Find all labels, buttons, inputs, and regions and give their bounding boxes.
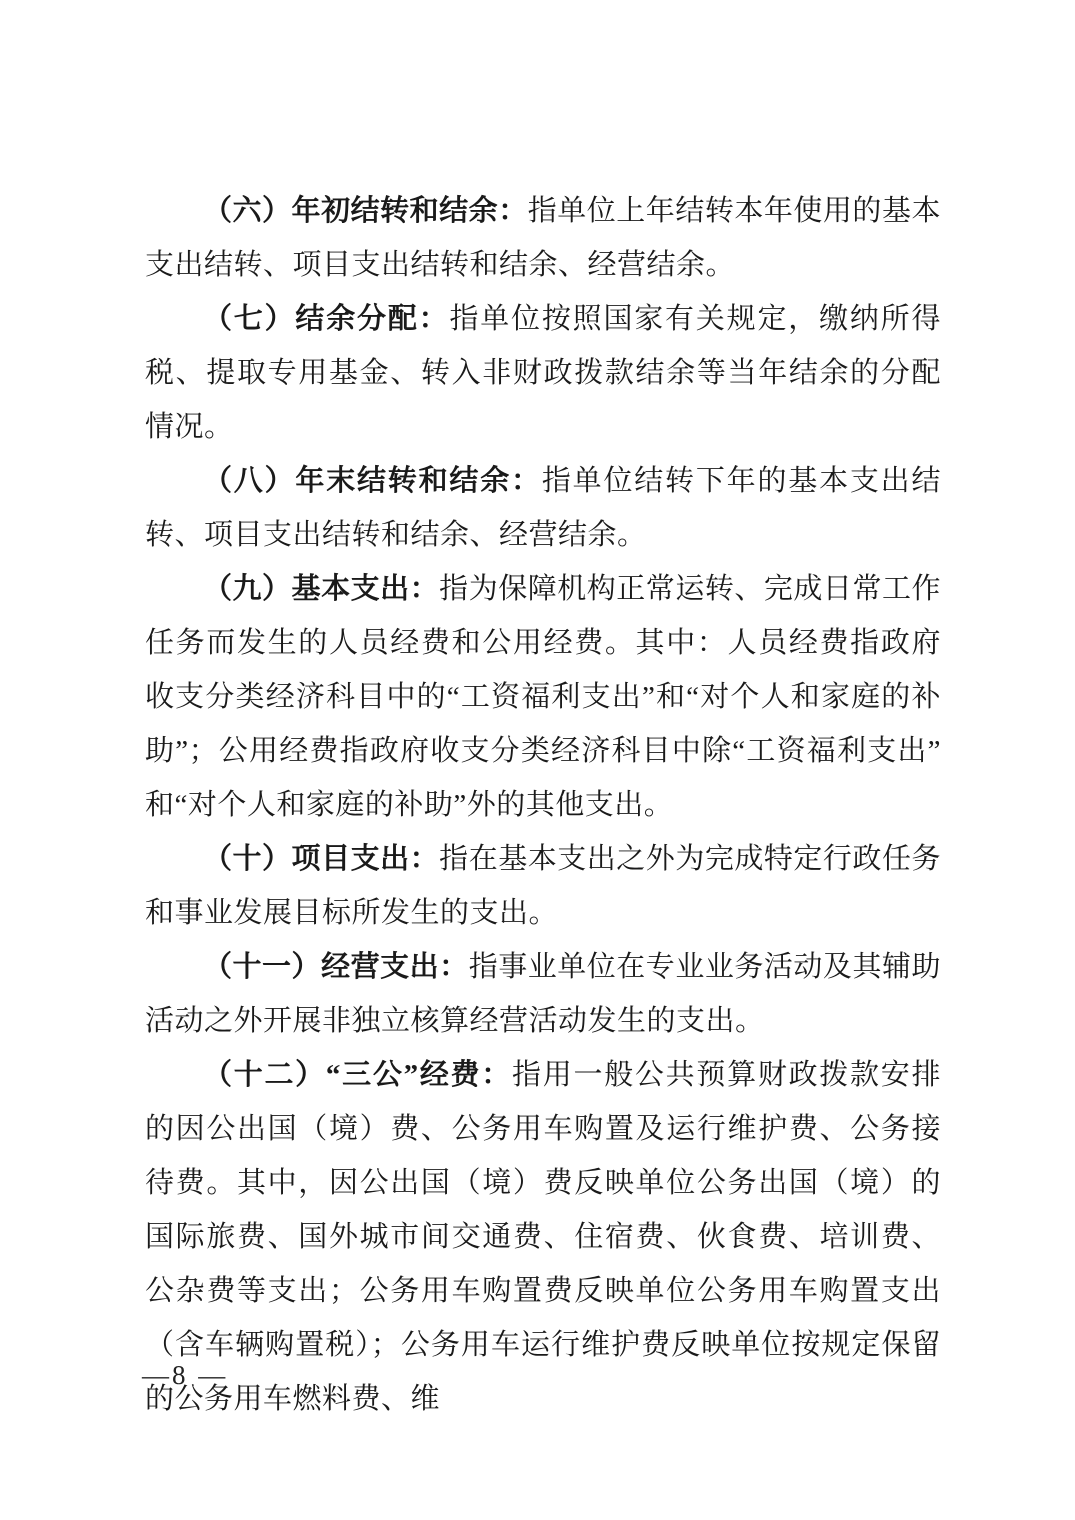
paragraph-item-6 — [145, 184, 941, 292]
paragraph-body: 指用一般公共预算财政拨款安排的因公出国（境）费、公务用车购置及运行维护费、公务接待费。其中，因公出国（境）费反映单位公务出国（境）的国际旅费、国外城市间交通费、住宿费、伙食费、培训费、公杂费等支出；公务用车购置费反映单位公务用车购置支出（含车辆购置税）；公务用车运行维护费反映单位按规定保留的公务用车燃料费、维 — [145, 1059, 941, 1415]
paragraph-body: 指为保障机构正常运转、完成日常工作任务而发生的人员经费和公用经费。其中：人员经费指政府收支分类经济科目中的“工资福利支出”和“对个人和家庭的补助”；公用经费指政府收支分类经济科目中除“工资福利支出”和“对个人和家庭的补助”外的其他支出。 — [145, 573, 941, 821]
paragraph-body: 指单位结转下年的基本支出结转、项目支出结转和结余、经营结余。 — [145, 465, 941, 551]
paragraph-heading: （十二）“三公”经费： — [203, 1059, 513, 1091]
paragraph-heading: （十一）经营支出： — [203, 951, 469, 983]
paragraph-item-12 — [145, 1048, 941, 1426]
paragraph-body: 指单位上年结转本年使用的基本支出结转、项目支出结转和结余、经营结余。 — [145, 195, 941, 281]
page-number: —8 — — [142, 1360, 229, 1390]
paragraph-item-10 — [145, 832, 941, 940]
document-content — [145, 184, 941, 1426]
paragraph-body: 指事业单位在专业业务活动及其辅助活动之外开展非独立核算经营活动发生的支出。 — [145, 951, 941, 1037]
paragraph-heading: （七）结余分配： — [203, 303, 450, 335]
paragraph-heading: （八）年末结转和结余： — [203, 465, 542, 497]
paragraph-body: 指在基本支出之外为完成特定行政任务和事业发展目标所发生的支出。 — [145, 843, 941, 929]
paragraph-body: 指单位按照国家有关规定，缴纳所得税、提取专用基金、转入非财政拨款结余等当年结余的分配情况。 — [145, 303, 941, 443]
paragraph-heading: （十）项目支出： — [203, 843, 440, 875]
paragraph-item-9 — [145, 562, 941, 832]
paragraph-item-8 — [145, 454, 941, 562]
paragraph-item-11 — [145, 940, 941, 1048]
paragraph-heading: （九）基本支出： — [203, 573, 440, 605]
paragraph-heading: （六）年初结转和结余： — [203, 195, 528, 227]
paragraph-item-7 — [145, 292, 941, 454]
